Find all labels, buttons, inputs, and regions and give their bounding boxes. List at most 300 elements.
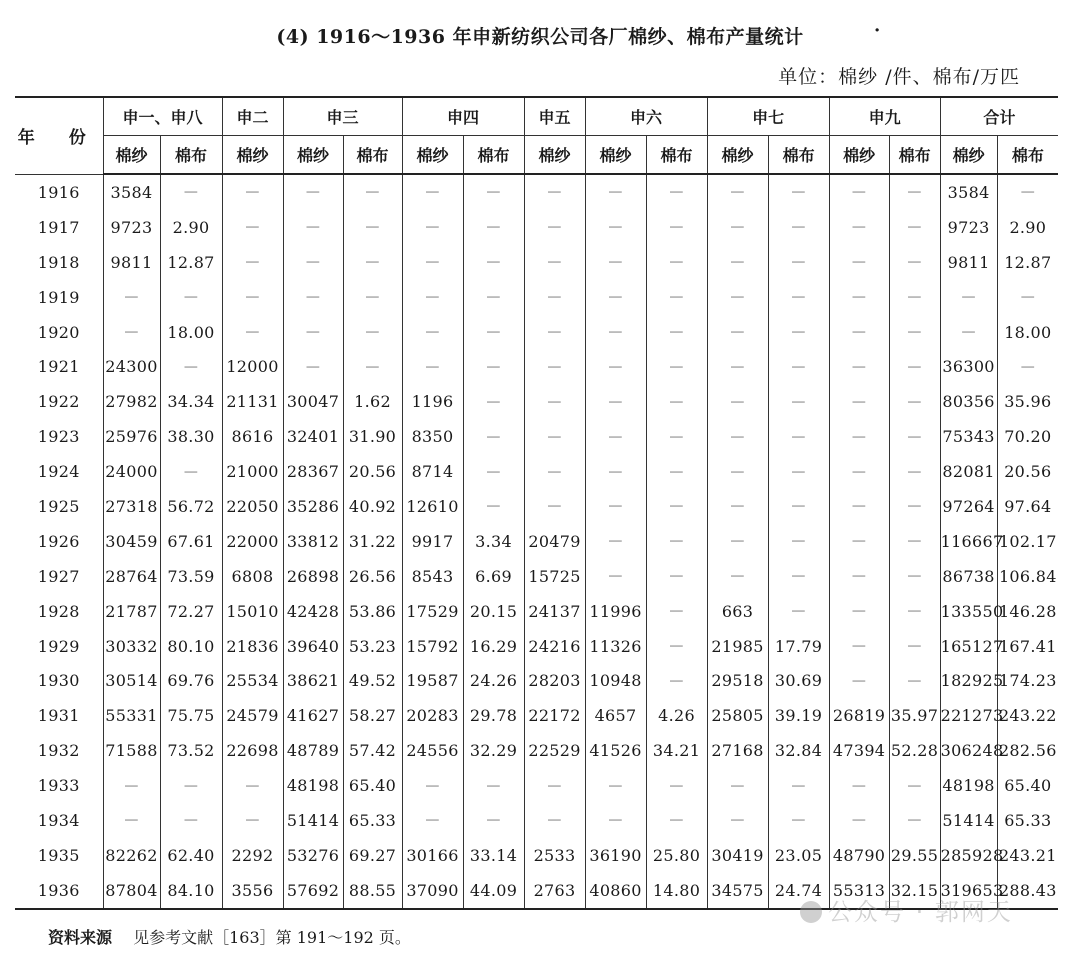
data-cell: 1196 [402,384,463,419]
table-row [15,384,1058,419]
data-cell: 65.33 [997,803,1058,838]
data-cell: 12.87 [160,245,222,280]
data-cell: 80.10 [160,629,222,664]
data-cell: 11996 [585,594,646,629]
data-cell: 26819 [829,698,889,733]
data-cell: 24000 [103,454,160,489]
data-cell: 1.62 [343,384,402,419]
data-cell: 38.30 [160,419,222,454]
data-cell: 67.61 [160,524,222,559]
data-cell: 82081 [940,454,997,489]
source-text: 见参考文献［163］第 191～192 页。 [133,928,411,947]
data-cell: 56.72 [160,489,222,524]
data-cell: — [524,803,585,838]
data-cell: — [829,524,889,559]
sub-header: 棉纱 [103,136,160,175]
data-cell: — [829,174,889,210]
data-cell: 20479 [524,524,585,559]
data-cell: 17529 [402,594,463,629]
data-cell: — [463,803,524,838]
table-row [15,454,1058,489]
sub-header: 棉纱 [524,136,585,175]
data-cell: 65.33 [343,803,402,838]
data-cell: 65.40 [997,768,1058,803]
data-cell: 80356 [940,384,997,419]
data-cell: — [646,349,707,384]
data-cell: — [524,174,585,210]
data-cell: — [160,803,222,838]
table-row [15,174,1058,210]
data-cell: 75.75 [160,698,222,733]
table-row [15,629,1058,664]
data-cell: — [889,419,940,454]
data-cell: 75343 [940,419,997,454]
data-cell: — [283,349,343,384]
data-cell: 288.43 [997,873,1058,909]
year-cell: 1916 [15,174,103,210]
data-cell: 27168 [707,733,768,768]
data-cell: 20283 [402,698,463,733]
data-cell: 146.28 [997,594,1058,629]
data-cell: 39640 [283,629,343,664]
data-cell: — [463,315,524,350]
data-cell: — [283,210,343,245]
table-row [15,559,1058,594]
year-cell: 1927 [15,559,103,594]
data-cell: 33.14 [463,838,524,873]
data-cell: — [646,559,707,594]
data-cell: 14.80 [646,873,707,909]
data-cell: — [585,245,646,280]
data-cell: — [524,384,585,419]
data-cell: 2.90 [997,210,1058,245]
data-cell: — [707,245,768,280]
data-cell: — [646,489,707,524]
data-cell: — [463,349,524,384]
data-cell: — [646,524,707,559]
data-cell: 69.27 [343,838,402,873]
data-cell: 25.80 [646,838,707,873]
data-cell: 34.21 [646,733,707,768]
data-cell: 21000 [222,454,283,489]
data-cell: 25534 [222,663,283,698]
data-cell: — [343,280,402,315]
data-cell: — [829,419,889,454]
data-cell: — [463,419,524,454]
data-cell: — [768,559,829,594]
data-cell: 9811 [940,245,997,280]
data-cell: 97264 [940,489,997,524]
data-cell: — [646,803,707,838]
data-cell: — [997,280,1058,315]
sub-header: 棉布 [463,136,524,175]
data-cell: — [463,384,524,419]
data-cell: — [463,768,524,803]
data-cell: — [889,594,940,629]
year-cell: 1921 [15,349,103,384]
data-cell: — [889,245,940,280]
data-cell: 51414 [283,803,343,838]
data-cell: 3.34 [463,524,524,559]
data-cell: 285928 [940,838,997,873]
data-cell: — [103,280,160,315]
data-cell: 48198 [283,768,343,803]
data-cell: 69.76 [160,663,222,698]
data-cell: 8350 [402,419,463,454]
data-cell: 30047 [283,384,343,419]
data-cell: 28764 [103,559,160,594]
source-label: 资料来源 [48,928,113,947]
table-row [15,245,1058,280]
data-cell: 25976 [103,419,160,454]
group-header-shen9: 申九 [829,97,940,136]
data-cell: 53276 [283,838,343,873]
year-cell: 1923 [15,419,103,454]
sub-header: 棉纱 [283,136,343,175]
table-title [0,22,1080,49]
data-cell: — [707,280,768,315]
data-cell: — [585,349,646,384]
data-cell: 8543 [402,559,463,594]
data-cell: — [463,245,524,280]
data-cell: 70.20 [997,419,1058,454]
table-body [15,174,1058,909]
data-cell: 41526 [585,733,646,768]
table-row [15,594,1058,629]
data-cell: 221273 [940,698,997,733]
data-cell: 22172 [524,698,585,733]
data-cell: 102.17 [997,524,1058,559]
data-cell: — [829,663,889,698]
data-cell: — [343,245,402,280]
data-cell: 28203 [524,663,585,698]
data-cell: — [646,419,707,454]
data-cell: 2292 [222,838,283,873]
data-cell: 21985 [707,629,768,664]
year-cell: 1920 [15,315,103,350]
data-cell: — [768,768,829,803]
data-cell: 24579 [222,698,283,733]
year-cell: 1917 [15,210,103,245]
sub-header: 棉纱 [829,136,889,175]
sub-header: 棉布 [343,136,402,175]
data-cell: 17.79 [768,629,829,664]
data-cell: 30459 [103,524,160,559]
data-cell: 30166 [402,838,463,873]
data-cell: — [524,419,585,454]
data-cell: — [829,489,889,524]
data-cell: — [463,210,524,245]
data-cell: — [997,349,1058,384]
data-cell: 49.52 [343,663,402,698]
data-cell: 30514 [103,663,160,698]
data-cell: — [524,489,585,524]
data-cell: 31.90 [343,419,402,454]
data-cell: 106.84 [997,559,1058,594]
data-cell: — [768,174,829,210]
data-cell: — [889,210,940,245]
data-cell: — [768,524,829,559]
table-row [15,280,1058,315]
title-mark: · [874,20,881,41]
data-cell: — [222,315,283,350]
year-cell: 1930 [15,663,103,698]
data-cell: 21787 [103,594,160,629]
data-cell: — [646,280,707,315]
sub-header-row [15,136,1058,175]
data-cell: — [524,768,585,803]
data-cell: 9723 [940,210,997,245]
group-header-row [15,97,1058,136]
data-cell: 22050 [222,489,283,524]
table-row [15,524,1058,559]
sub-header: 棉纱 [222,136,283,175]
data-cell: 27318 [103,489,160,524]
data-cell: — [707,768,768,803]
data-cell: — [343,210,402,245]
data-cell: — [646,210,707,245]
data-cell: — [889,489,940,524]
data-cell: 33812 [283,524,343,559]
data-cell: 32401 [283,419,343,454]
table-row [15,663,1058,698]
data-cell: — [940,315,997,350]
group-header-shen2: 申二 [222,97,283,136]
table-row [15,838,1058,873]
data-cell: 24137 [524,594,585,629]
data-cell: — [829,384,889,419]
data-cell: — [222,210,283,245]
data-cell: 243.21 [997,838,1058,873]
data-cell: 25805 [707,698,768,733]
year-header: 年 份 [15,97,103,174]
data-cell: 2763 [524,873,585,909]
sub-header: 棉纱 [585,136,646,175]
data-cell: 9811 [103,245,160,280]
data-cell: — [524,210,585,245]
data-cell: — [646,768,707,803]
data-cell: — [343,349,402,384]
data-cell: — [585,454,646,489]
data-cell: — [940,280,997,315]
data-cell: — [463,280,524,315]
data-cell: — [768,803,829,838]
data-cell: — [283,174,343,210]
data-cell: 27982 [103,384,160,419]
data-cell: 86738 [940,559,997,594]
data-cell: 62.40 [160,838,222,873]
year-cell: 1934 [15,803,103,838]
table-row [15,803,1058,838]
data-cell: — [707,803,768,838]
data-cell: — [707,384,768,419]
data-cell: — [160,280,222,315]
data-cell: 87804 [103,873,160,909]
data-cell: 72.27 [160,594,222,629]
data-cell: 41627 [283,698,343,733]
group-header-total: 合计 [940,97,1058,136]
data-cell: — [829,768,889,803]
sub-header: 棉纱 [707,136,768,175]
data-cell: — [997,174,1058,210]
data-cell: 26898 [283,559,343,594]
year-cell: 1924 [15,454,103,489]
data-cell: 35286 [283,489,343,524]
data-cell: — [160,349,222,384]
sub-header: 棉布 [646,136,707,175]
data-cell: — [585,489,646,524]
data-cell: — [524,454,585,489]
data-cell: 88.55 [343,873,402,909]
data-cell: — [768,349,829,384]
data-cell: 34575 [707,873,768,909]
data-cell: — [829,454,889,489]
data-cell: — [768,594,829,629]
data-cell: 21836 [222,629,283,664]
data-cell: 4.26 [646,698,707,733]
data-cell: 32.15 [889,873,940,909]
data-cell: 30.69 [768,663,829,698]
data-cell: 319653 [940,873,997,909]
data-cell: 24.26 [463,663,524,698]
data-cell: 97.64 [997,489,1058,524]
production-table [15,96,1058,910]
data-cell: — [707,419,768,454]
data-cell: — [829,629,889,664]
data-cell: 40.92 [343,489,402,524]
data-cell: 22000 [222,524,283,559]
sub-header: 棉纱 [402,136,463,175]
data-cell: — [646,315,707,350]
data-cell: 8616 [222,419,283,454]
sub-header: 棉纱 [940,136,997,175]
data-cell: 4657 [585,698,646,733]
group-header-shen3: 申三 [283,97,402,136]
data-cell: — [707,315,768,350]
data-cell: — [222,280,283,315]
year-cell: 1935 [15,838,103,873]
data-cell: 16.29 [463,629,524,664]
unit-note: 单位：棉纱 /件、棉布/万匹 [778,66,1020,88]
data-cell: — [768,245,829,280]
data-cell: 18.00 [160,315,222,350]
data-cell: 55313 [829,873,889,909]
group-header-shen5: 申五 [524,97,585,136]
data-cell: — [222,803,283,838]
data-cell: — [283,280,343,315]
data-cell: — [889,663,940,698]
data-cell: 24.74 [768,873,829,909]
table-row [15,698,1058,733]
data-cell: — [585,419,646,454]
data-cell: — [463,454,524,489]
data-cell: 30332 [103,629,160,664]
data-cell: — [524,315,585,350]
table-row [15,315,1058,350]
data-cell: — [160,454,222,489]
data-cell: 9917 [402,524,463,559]
data-cell: 9723 [103,210,160,245]
data-cell: 24216 [524,629,585,664]
table-row [15,489,1058,524]
data-cell: — [646,454,707,489]
data-cell: — [585,768,646,803]
data-cell: — [889,280,940,315]
source-note [48,925,411,948]
data-cell: — [585,384,646,419]
data-cell: — [585,210,646,245]
data-cell: 32.29 [463,733,524,768]
data-cell: — [829,315,889,350]
data-cell: — [463,174,524,210]
year-cell: 1931 [15,698,103,733]
data-cell: 10948 [585,663,646,698]
data-cell: 37090 [402,873,463,909]
data-cell: — [646,629,707,664]
data-cell: — [707,489,768,524]
data-cell: — [889,384,940,419]
data-cell: — [646,384,707,419]
data-cell: 48789 [283,733,343,768]
data-cell: — [343,315,402,350]
data-cell: 44.09 [463,873,524,909]
data-cell: — [707,454,768,489]
data-cell: — [585,803,646,838]
data-cell: — [222,245,283,280]
data-cell: 29.78 [463,698,524,733]
data-cell: 20.56 [343,454,402,489]
data-cell: 3584 [103,174,160,210]
data-cell: 18.00 [997,315,1058,350]
data-cell: — [768,419,829,454]
data-cell: 35.97 [889,698,940,733]
data-cell: 2.90 [160,210,222,245]
data-cell: — [707,524,768,559]
data-cell: — [402,768,463,803]
data-cell: 48790 [829,838,889,873]
data-cell: — [768,489,829,524]
data-cell: 58.27 [343,698,402,733]
data-cell: 29518 [707,663,768,698]
data-cell: — [646,245,707,280]
data-cell: — [646,663,707,698]
data-cell: 21131 [222,384,283,419]
data-cell: — [283,245,343,280]
table-row [15,210,1058,245]
data-cell: 15792 [402,629,463,664]
data-cell: — [829,280,889,315]
data-cell: 24556 [402,733,463,768]
data-cell: 29.55 [889,838,940,873]
data-cell: 22698 [222,733,283,768]
data-cell: 48198 [940,768,997,803]
table-row [15,733,1058,768]
table-title-text: (4) 1916～1936 年申新纺织公司各厂棉纱、棉布产量统计 [276,26,804,48]
data-cell: — [646,174,707,210]
data-cell: — [707,210,768,245]
data-cell: 65.40 [343,768,402,803]
data-cell: 6.69 [463,559,524,594]
sub-header: 棉布 [997,136,1058,175]
data-cell: — [889,559,940,594]
year-cell: 1918 [15,245,103,280]
data-cell: — [160,174,222,210]
data-cell: — [889,315,940,350]
data-cell: — [283,315,343,350]
data-cell: — [889,803,940,838]
data-cell: — [402,315,463,350]
data-cell: 52.28 [889,733,940,768]
